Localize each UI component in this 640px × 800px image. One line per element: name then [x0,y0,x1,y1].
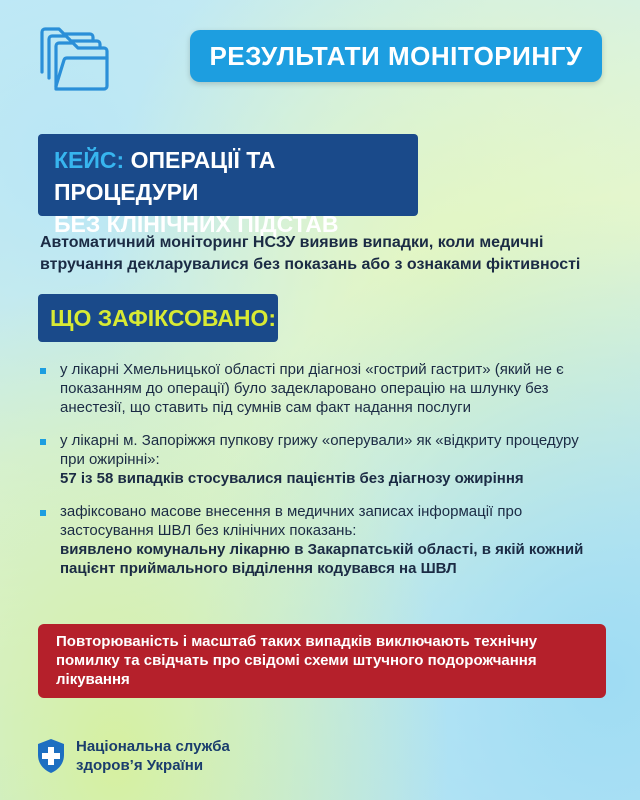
found-heading: ЩО ЗАФІКСОВАНО: [38,294,278,342]
org-name-line1: Національна служба [76,738,230,755]
case-heading [38,134,418,237]
case-title-line1: ОПЕРАЦІЇ ТА ПРОЦЕДУРИ [54,147,276,205]
bullet-icon [40,510,46,516]
list-item [40,502,605,578]
org-name-line2: здоров’я України [76,757,204,774]
list-item [40,360,605,417]
bullet-icon [40,439,46,445]
bullet-icon [40,368,46,374]
list-item-text: зафіксовано масове внесення в медичних записах інформації про застосування ШВЛ без клінічних показань: [60,503,523,539]
list-item-highlight: 57 із 58 випадків стосувалися пацієнтів без діагнозу ожиріння [60,470,524,487]
intro-text: Автоматичний моніторинг НСЗУ виявив випадки, коли медичні втручання декларувалися без показань або з ознаками фіктивності [40,234,581,273]
org-name [76,737,316,775]
list-item-highlight: виявлено комунальну лікарню в Закарпатській області, в якій кожний пацієнт приймального відділення кодувався на ШВЛ [60,541,584,577]
findings-list [40,360,605,592]
case-title-line2: БЕЗ КЛІНІЧНИХ ПІДСТАВ [54,211,339,237]
list-item-text: у лікарні м. Запоріжжя пупкову грижу «оперували» як «відкриту процедуру при ожирінні»: [60,432,579,468]
list-item-text: у лікарні Хмельницької області при діагнозі «гострий гастрит» (який не є показанням до операції) було задекларовано операцію на шлунку без анестезії, що ставить під сумнів сам факт надання послуги [60,361,564,416]
warning-banner: Повторюваність і масштаб таких випадків виключають технічну помилку та свідчать про свідомі схеми штучного подорожчання лікування [38,624,606,698]
case-prefix: КЕЙС: [54,147,125,173]
page-title: РЕЗУЛЬТАТИ МОНІТОРИНГУ [190,30,602,82]
list-item [40,431,605,488]
nszu-shield-icon [36,738,66,774]
folder-icon [36,22,112,94]
